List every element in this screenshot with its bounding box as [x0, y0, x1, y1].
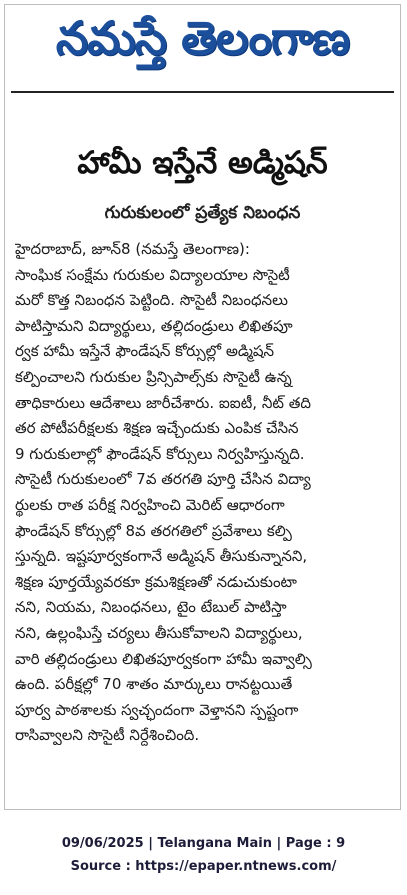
masthead	[5, 5, 400, 83]
article-line: తాధికారులు ఆదేశాలు జారీచేశారు. ఐఐటీ, నీట్ తది	[15, 393, 311, 412]
article-subheadline: గురుకులంలో ప్రత్యేక నిబంధన	[104, 203, 301, 223]
article-line: మరో కొత్త నిబంధన పెట్టింది. సొసైటీ నిబంధనలు	[15, 291, 288, 310]
masthead-title: నమస్తే తెలంగాణ	[55, 11, 350, 65]
article-headline: హామీ ఇస్తేనే అడ్మిషన్	[77, 145, 328, 181]
article-line: సొసైటీ గురుకులంలో 7వ తరగతి పూర్తి చేసిన విద్యా	[15, 470, 311, 489]
article-line: శిక్షణ పూర్తయ్యేవరకూ క్రమశిక్షణతో నడుచుకుంటా	[15, 572, 297, 591]
masthead-divider	[11, 91, 394, 93]
article-line: ఉంది. పరీక్షల్లో 70 శాతం మార్కులు రానట్టయితే	[15, 675, 293, 694]
article-line: నని, నియమ, నిబంధనలు, టైం టేబుల్ పాటిస్తా	[15, 598, 287, 617]
article-line: నని, ఉల్లంఘిస్తే చర్యలు తీసుకోవాలని విద్యార్థులు,	[15, 623, 303, 642]
article-line: ర్థులకు రాత పరీక్ష నిర్వహించి మెరిట్ ఆధారంగా	[15, 495, 285, 514]
footer-date-edition: 09/06/2025 | Telangana Main | Page : 9	[61, 836, 346, 851]
article-line: వారి తల్లిదండ్రులు లిఖితపూర్వకంగా హామీ ఇవ్వాల్సి	[15, 649, 312, 668]
source-footer	[0, 832, 407, 878]
article-line: సాంఘిక సంక్షేమ గురుకుల విద్యాలయాల సొసైటీ	[15, 265, 290, 284]
article-line: పాటిస్తామని విద్యార్థులు, తల్లిదండ్రులు లిఖితపూ	[15, 316, 293, 335]
article-line: కల్పించాలని గురుకుల ప్రిన్సిపాల్స్‌కు సొసైటీ ఉన్న	[15, 367, 292, 386]
article-line: ఫౌండేషన్ కోర్సుల్లో 8వ తరగతిలో ప్రవేశాలు కల్పి	[15, 521, 292, 540]
article-line: ర్వక హామీ ఇస్తేనే ఫౌండేషన్ కోర్సుల్లో అడ్మిషన్	[15, 342, 275, 361]
footer-source-link[interactable]: Source : https://epaper.ntnews.com/	[70, 859, 337, 874]
article-line: పూర్వ పాఠశాలకు స్వచ్ఛందంగా వెళ్తానని స్పష్టంగా	[15, 700, 299, 719]
article-line: తర పోటీపరీక్షలకు శిక్షణ ఇచ్చేందుకు ఎంపిక చేసిన	[15, 419, 299, 438]
article-body	[15, 237, 391, 749]
article-line: హైదరాబాద్, జూన్8 (నమస్తే తెలంగాణ):	[15, 240, 250, 258]
article-line: రాసివ్వాలని సొసైటీ నిర్దేశించింది.	[15, 726, 200, 745]
article-line: 9 గురుకులాల్లో ఫౌండేషన్ కోర్సులు నిర్వహిస్తున్నది.	[15, 444, 305, 463]
newspaper-clipping	[4, 4, 401, 810]
article-line: స్తున్నది. ఇష్టపూర్వకంగానే అడ్మిషన్ తీసుకున్నానని,	[15, 547, 308, 566]
